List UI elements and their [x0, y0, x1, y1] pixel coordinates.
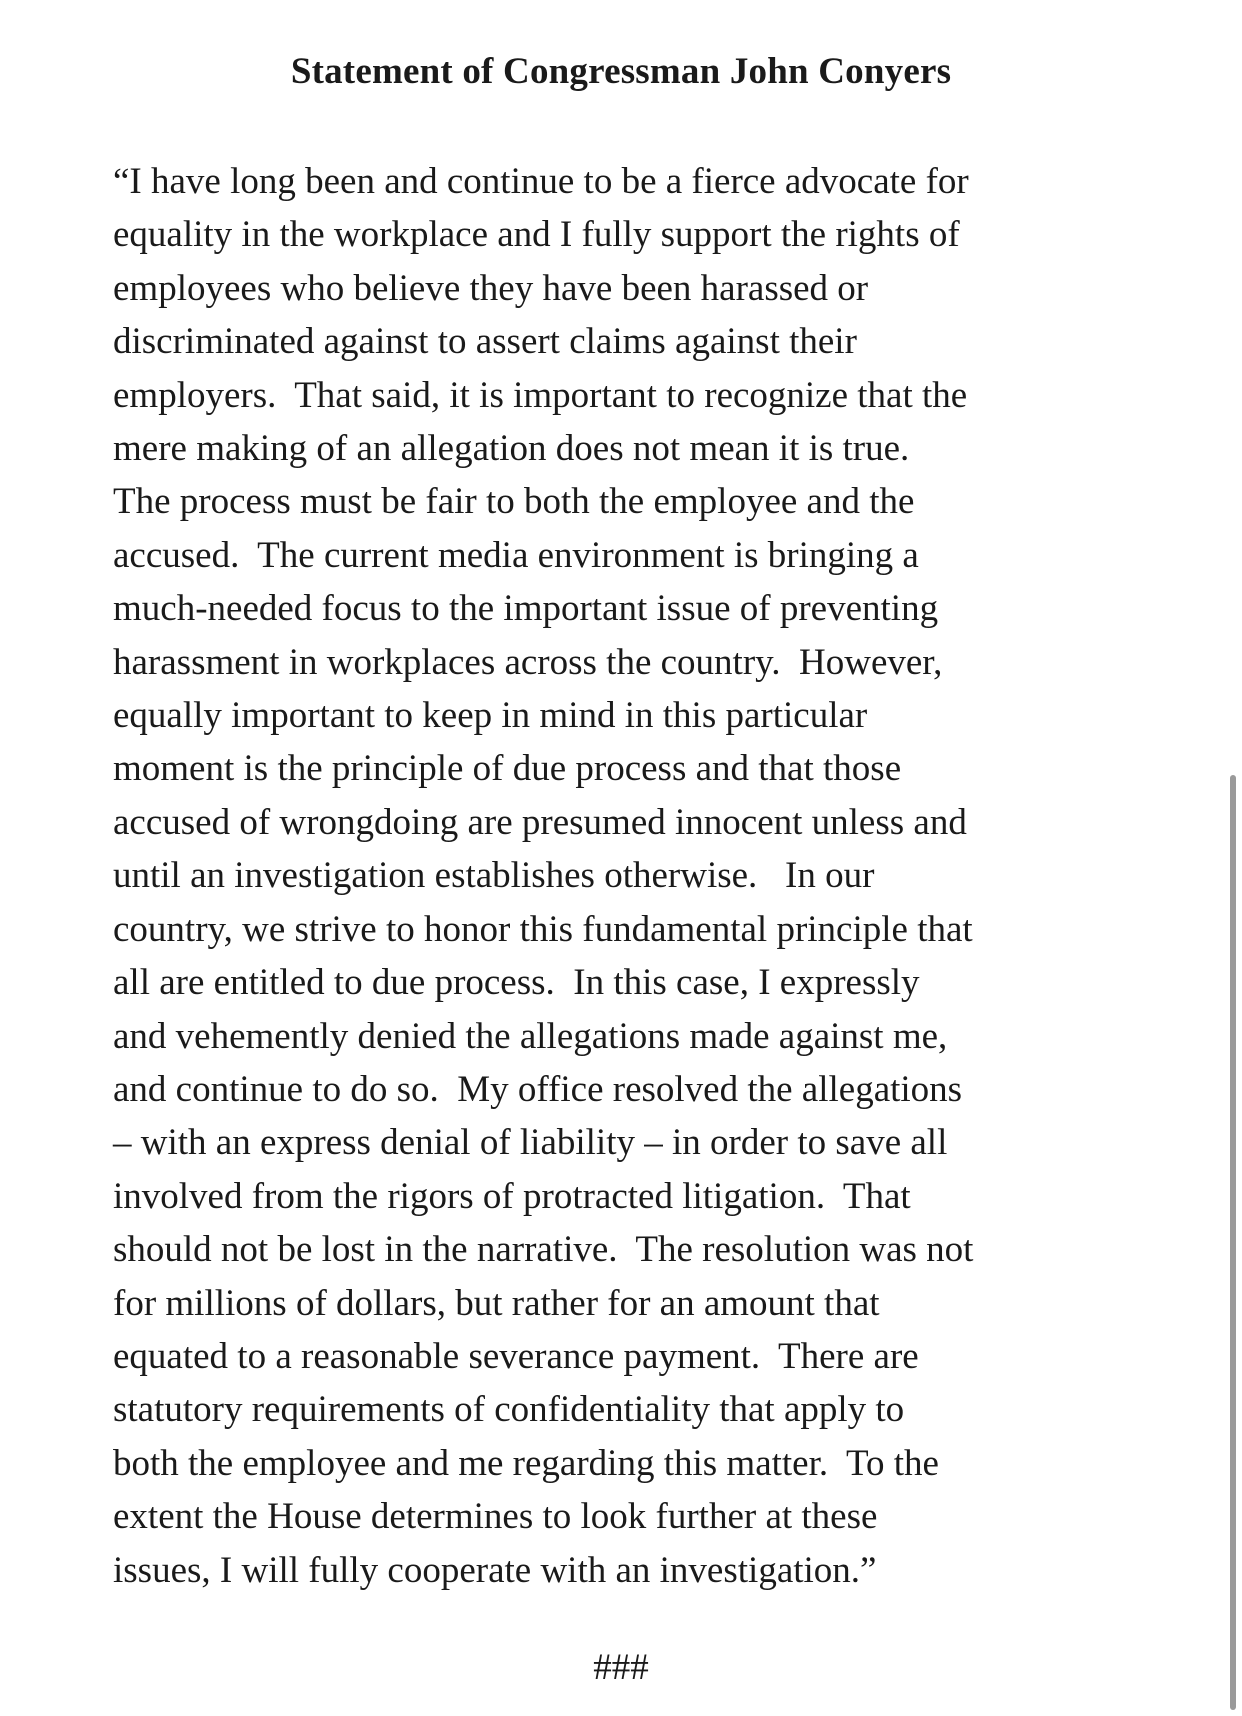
statement-line: until an investigation establishes otherwise. In our	[113, 855, 875, 897]
statement-line: both the employee and me regarding this matter. To the	[113, 1442, 939, 1484]
statement-line: harassment in workplaces across the country. However,	[113, 641, 943, 683]
statement-line: for millions of dollars, but rather for an amount that	[113, 1282, 880, 1324]
statement-line: and vehemently denied the allegations made against me,	[113, 1015, 948, 1057]
vertical-scrollbar[interactable]	[1230, 775, 1236, 1710]
statement-line: accused. The current media environment is bringing a	[113, 534, 919, 576]
statement-line: all are entitled to due process. In this case, I expressly	[113, 962, 920, 1004]
statement-line: extent the House determines to look further at these	[113, 1496, 878, 1538]
statement-line: “I have long been and continue to be a fierce advocate for	[113, 161, 969, 202]
statement-line: moment is the principle of due process and that those	[113, 748, 902, 790]
statement-line: discriminated against to assert claims against their	[113, 321, 857, 363]
statement-line: involved from the rigors of protracted litigation. That	[113, 1175, 911, 1217]
document-title: Statement of Congressman John Conyers	[290, 51, 952, 92]
statement-line: much-needed focus to the important issue of preventing	[113, 588, 939, 630]
statement-line: employers. That said, it is important to recognize that the	[113, 374, 968, 416]
statement-line: The process must be fair to both the employee and the	[113, 481, 915, 523]
end-mark: ###	[593, 1647, 649, 1688]
statement-line: statutory requirements of confidentiality that apply to	[113, 1389, 905, 1431]
statement-line: mere making of an allegation does not mean it is true.	[113, 428, 910, 470]
statement-body	[113, 155, 1113, 1597]
statement-line: employees who believe they have been harassed or	[113, 267, 869, 309]
statement-line: equated to a reasonable severance payment. There are	[113, 1335, 919, 1377]
statement-line: issues, I will fully cooperate with an investigation.”	[113, 1549, 877, 1591]
statement-line: should not be lost in the narrative. The resolution was not	[113, 1229, 974, 1271]
statement-line: equality in the workplace and I fully support the rights of	[113, 214, 960, 256]
statement-line: country, we strive to honor this fundamental principle that	[113, 908, 973, 950]
statement-line: – with an express denial of liability – in order to save all	[113, 1122, 948, 1164]
statement-line: equally important to keep in mind in this particular	[113, 695, 868, 737]
statement-line: and continue to do so. My office resolved the allegations	[113, 1068, 963, 1110]
statement-line: accused of wrongdoing are presumed innocent unless and	[113, 801, 967, 843]
